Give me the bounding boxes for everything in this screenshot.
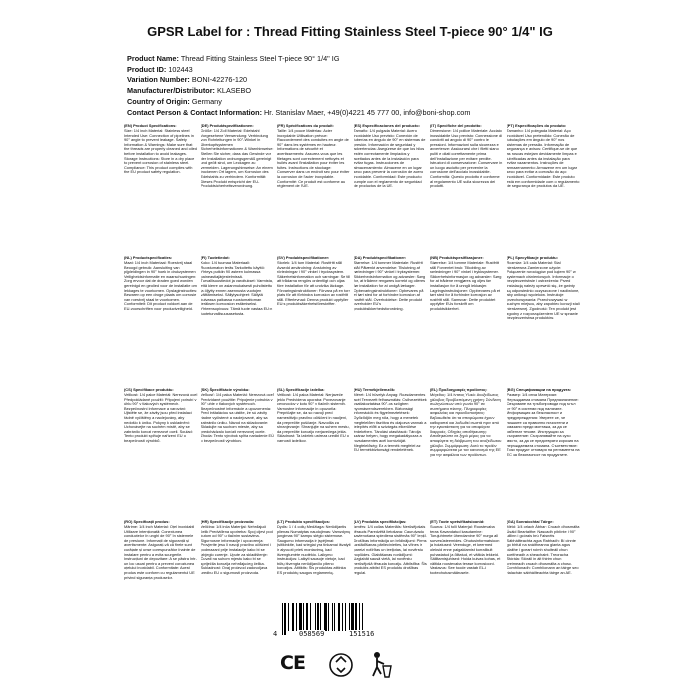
info-label: Contact Person & Contact Information: <box>127 107 262 117</box>
language-block-body: Maat: 1/4 inch Materiaal: Roestvrij staal Beoogd gebruik: Aansluiting van pijpleidingen in 90° hoek in drukzystemen Veiligheidsinformatie en waarschuwingen: Zorg ervoor dat de draden goed worden gereinigd en geolied voor de installatie om lekkages te voorkomen. Opslaginstructies: Bewaren op een droge plaats om corrosie van roestvrij staal te voorkomen. Conformiteit: Dit product voldoet aan de EU-voorschriften voor productveiligheid. <box>124 259 198 311</box>
info-value: KLASEBO <box>217 86 252 96</box>
info-line <box>127 97 470 108</box>
barcode-bar <box>315 603 316 631</box>
language-block-heading: (LV) Produkta specifikācijas: <box>353 519 407 524</box>
language-block-heading: (HR) Specifikacije proizvoda: <box>200 519 255 524</box>
language-block-heading: (DE) Produktspezifikationen: <box>200 123 254 128</box>
language-block <box>430 255 504 373</box>
info-line <box>127 54 470 65</box>
ce-mark-icon: CE <box>280 652 305 674</box>
language-block-body: Размер: 1/4 инча Материал: Неръждаема стомана Предназначение: Свързване на тръбопроводи под ъгъл от 90° в системи под налягане. Информация за безопасност и предупреждения: Уверете се, че нишките са правилно почистени и смазани преди монтажа, за да се избегнат течове. Инструкции за съхранение: Съхранявайте на сухо място, за да се предотврати корозия на неръждаемата стомана. Съответствие: Този продукт отговаря на регламента на ЕС за безопасност на продуктите. <box>506 391 580 457</box>
barcode-bar <box>332 603 333 631</box>
language-block-heading: (CS) Specifikace produktu: <box>124 387 174 392</box>
language-block <box>507 387 581 505</box>
barcode-digits-mid: 058569 <box>299 630 325 638</box>
language-block <box>430 387 504 505</box>
compliance-icons <box>278 650 418 680</box>
language-block-body: Velikost: 1/4 palce Materiál: Nerezová ocel Předpokládané použití: Připojení potrubí v úhlu 90° v tlakových systémech. Bezpečnostní informace a varování: Ujistěte se, že závity jsou před instalací řádně vyčištěny a naolejovány, aby nedošlo k úniku. Pokyny k uskladnění: Uchovávejte na suchém místě, aby se zabránilo korozi nerezové oceli. Soulad: Tento produkt splňuje nařízení EU o bezpečnosti výrobků. <box>124 391 198 443</box>
language-block-body: Størrelse: 1/4 tomme Materiale: Rustfritt stål Forventet bruk: Tilkobling av rørledninger i 90° vinkel i trykksystemer. Sikkerhetsinformasjon og advarsler: Sørg for at trådene rengjøres og oljes før installasjon for å unngå lekkasjer. Lagringsinstruksjoner: Oppbevares på et tørt sted for å forhindre korrosjon av rustfritt stål. Samsvar: Dette produktet oppfyller EUs forskrift om produktsikkerhet. <box>430 259 502 311</box>
barcode-bar <box>324 603 327 631</box>
language-block <box>124 255 198 373</box>
barcode-bar <box>328 603 329 631</box>
barcode-bars <box>282 603 388 631</box>
language-block-heading: (LT) Produkto specifikacijos: <box>277 519 331 524</box>
language-block <box>507 255 581 373</box>
language-block <box>354 255 428 373</box>
language-block-heading: (PT) Especificações do produto: <box>506 123 567 128</box>
info-label: Manufacturer/Distributor: <box>127 86 215 96</box>
row-spacer <box>124 241 580 255</box>
language-block-heading: (NL) Productspecificaties: <box>124 255 173 260</box>
language-block-body: Størrelse: 1/4 tommer Materiale: Rustfrit stål Påtænkt anvendelse: Tilslutning af rørledninger i 90° vinkel i tryksystemer. Sikkerhedsinformation og advarsler: Sørg for, at trådene rengøres korrekt og olieres før installation for at undgå lækager. Opbevaringsinstruktioner: Opbevares på et tørt sted for at forhindre korrosion af rustfrit stål. Overholdelse: Dette produkt overholder EU's produktsikkerhedsforordning. <box>353 259 426 311</box>
language-block <box>124 387 198 505</box>
language-block-body: Taille: 1/4 pouce Matériau: Acier inoxydable Utilisation prévue: Raccordement des conduites en angle de 90° dans les systèmes en hauteur. Informations de sécurité et avertissements: Assurez-vous que les filetages sont correctement nettoyés et huilés avant l'installation pour éviter les fuites. Instructions de stockage: Conserver dans un endroit sec pour éviter la corrosion de l'acier inoxydable. Conformité: Ce produit est conforme au règlement de l'UE. <box>277 127 350 189</box>
language-block-body: Veličina: 1/4 inča Materijal: Nehrđajući čelik Predviđena upotreba: Spoj cijevi pod kutom od 90° u tlačnim sustavima. Sigurnosne informacije i upozorenja: Provjerite jesu li navoji pravilno očišćeni i podmazani prije instalacije kako bi se izbjeglo curenje. Upute za skladištenje: Čuvati na suhom mjestu kako bi se spriječila korozija nehrđajućeg čelika. Sukladnost: Ovaj proizvod zadovoljava uredbu EU o sigurnosti proizvoda. <box>200 523 273 575</box>
language-block-body: Dimensione: 1/4 pollice Materiale: Acciaio inossidabile Uso previsto: Connessione di condotti ad angolo di 90° contro le pressioni. Informazioni sulla sicurezza e avvertenze: Assicurarsi che i filetti siano puliti e oliati correttamente prima dell'installazione per evitare perdite. Istruzioni di conservazione: Conservare in un luogo asciutto per prevenire la corrosione dell'acciaio inossidabile. Conformità: Questo prodotto è conforme al regolamento UE sulla sicurezza dei prodotti. <box>430 127 503 189</box>
language-block-body: Tamanho: 1/4 polegada Material: Aço inoxidável Uso pretendido: Conexão de tubulações em ângulo de 90° nos sistemas de pressão. Informação de segurança e avisos: Certifique-se de que as roscas estejam devidamente limpas e lubrificadas antes da instalação para evitar vazamentos. Instruções de armazenamento: Armazene em um lugar seco para evitar a corrosão do aço inoxidável. Conformidade: Este produto está em conformidade com o regulamento de segurança de produtos da UE. <box>506 127 580 189</box>
language-block <box>124 123 198 241</box>
barcode-bar <box>351 603 354 631</box>
info-label: Product ID: <box>127 64 167 74</box>
barcode-bar <box>355 603 357 631</box>
language-block-heading: (ES) Especificaciones del producto: <box>353 123 420 128</box>
language-block-body: Μέγεθος: 1/4 ίντσας Υλικό: Ανοξείδωτος χάλυβας Προβλεπόμενη χρήση: Σύνδεση σωληνώσεων υπό γωνία 90° σε συστήματα πίεσης. Πληροφορίες ασφαλείας και προειδοποιήσεις: Βεβαιωθείτε ότι τα σπειρώματα έχουν καθαριστεί και λαδωθεί σωστά πριν από την εγκατάσταση για να αποφύγετε διαρροές. Οδηγίες αποθήκευσης: Αποθηκεύστε σε ξηρό μέρος για να αποφύγετε τη διάβρωση του ανοξείδωτου χάλυβα. Συμμόρφωση: Αυτό το προϊόν συμμορφώνεται με τον κανονισμό της ΕΕ για την ασφάλεια των προϊόντων. <box>430 391 502 457</box>
language-block-body: Veľkosť: 1/4 palca Materiál: Nerezová oceľ Predvídané použitie: Pripojenie potrubia v 90° uhle v tlakových systémoch. Bezpečnostné informácie a upozornenia: Pred inštaláciou sa uistite, že sú závity riadne vyčistené a naolejované, aby sa zabránilo úniku. Návod na skladovanie: Skladujte na suchom mieste, aby sa predchádzalo korózii nerezovej ocele. Zhoda: Tento výrobok spĺňa nariadenie EÚ o bezpečnosti výrobkov. <box>200 391 274 443</box>
barcode-bar <box>296 603 297 631</box>
language-block-heading: (ET) Toote spetsifikatsioonid: <box>430 519 485 524</box>
language-block-body: Izmērs: 1/4 collas Materiāls: Nerūsējošais tērauds Paredzētā lietošana: Cauruļvadu savienošana spiediena sistēmās 90° leņķī. Drošības informācija un brīdinājumi: Pirms uzstādīšanas pārliecinieties, ka vītnes ir pareizi notīrītas un ieeļļotas, lai novērstu noplūdes. Glabāšanas norādījumi: Uzglabāt sausā vietā, lai novērstu nerūsējošā tērauda koroziju. Atbilstība: Šis produkts atbilst ES produktu drošības regulai. <box>353 523 427 575</box>
info-line <box>127 65 470 76</box>
language-block-body: Mărime: 1/4 inch Material: Oțel inoxidabil Utilizare intenționată: Conexiunea conductelor în unghi de 90° în sistemele de presiune. Informații de siguranță și avertismente: Asigurați-vă că firele sunt curățate și unse corespunzător înainte de instalare pentru a evita scurgerile. Instrucțiuni de depozitare: A se păstra într-un loc uscat pentru a preveni coroziunea oțelului inoxidabil. Conformitate: Acest produs este conform cu regulamentul UE privind siguranța produselor. <box>124 523 197 580</box>
barcode-bar <box>288 603 289 631</box>
info-label: Product Name: <box>127 54 179 63</box>
barcode-bar <box>310 603 311 631</box>
language-block-heading: (DA) Produktspecifikationer: <box>353 255 407 260</box>
barcode-bar <box>299 603 302 631</box>
product-info <box>127 54 470 118</box>
info-value: Hr. Stanislav Maer, +49(0)4221 45 777 00, info@boni-shop.com <box>264 107 471 117</box>
language-block-body: Tamaño: 1/4 pulgada Material: Acero inoxidable Uso previsto: Conexión de tuberías en ángulo de 90° en sistemas de presión. Información de seguridad y advertencias: Asegúrese de que los hilos estén correctamente limpiados y aceitados antes de la instalación para evitar fugas. Instrucciones de almacenamiento: Almacene en un lugar seco para prevenir la corrosión de acero inoxidable. Conformidad: Este producto cumple con el reglamento de seguridad de productos de la UE. <box>353 127 426 189</box>
row-spacer <box>124 505 580 519</box>
language-block-heading: (EL) Προδιαγραφές προϊόντος: <box>430 387 488 392</box>
barcode-bar <box>342 603 343 631</box>
info-label: Variation Number: <box>127 75 190 85</box>
barcode-bar <box>292 603 294 631</box>
page-title: GPSR Label for : Thread Fitting Stainless Steel T-piece 90° 1/4" IG <box>147 24 553 39</box>
language-block-body: Suurus: 1/4 tolli Materjal: Roostevaba teras Kavandatud kasutamine: Torujuhtmete ühendamine 90° nurga all survesüsteemides. Ohutusinformatsioon ja hoiatused: Veenduge, et keermed oleksid enne paigaldamist korralikult puhastatud ja õlitatud, et vältida lekkeid. Säilitamisjuhised: Hoida kuivas kohas, et vältida roostevaba terase korrosiooni. Vastavus: See toode vastab EL-i tooteohutusmäärusele. <box>430 523 501 575</box>
language-block-heading: (NB) Produktspesifikasjoner: <box>430 255 484 260</box>
language-block-heading: (SV) Produktspecifikationer: <box>277 255 330 260</box>
language-block-body: Méid: 1/4 orlach Ábhar: Cruach dhosmálta Úsáid Beartaithe: Nascadh píblínte i 90° uillinn i gcórais brú Faisnéis Sábháilteachta agus Rabhadh: Bí cinnte go bhfuil na snáitheanna glanta agus olaithe i gceart roimh shuiteáil chun sceitheadh a sheachaint. Treoracha Stórála: Stóráil in áit thirim chun creimeadh cruach dhosmálta a chosc. Comhlíonadh: Comhlíonann an táirge seo rialachán sábháilteachta táirge an AE. <box>506 523 580 575</box>
language-block-heading: (EN) Product Specifications: <box>124 123 177 128</box>
recycling-icon <box>326 650 356 680</box>
barcode-bar <box>306 603 308 631</box>
language-block <box>124 519 198 637</box>
barcode-digit-left: 4 <box>273 630 278 638</box>
barcode-bar <box>334 603 335 631</box>
info-value: 102443 <box>168 64 193 74</box>
barcode-bar <box>320 603 321 631</box>
row-spacer <box>124 373 580 387</box>
language-block-heading: (SL) Specifikacije izdelka: <box>277 387 325 392</box>
language-block-body: Dydis: 1 / 4 colių Medžiaga: Nerūdijantis plienas Numatytas naudojimas: Vamzdynų jungimas 90° kampu slėgio sistemose. Saugumo informacija ir įspėjimai: Įsitikinkite, kad sriegiai yra tinkamai išvalyti ir alyvuoti prieš montavimą, kad išvengtumėte nuotėkio. Laikymo instrukcijos: Laikyti sausoje vietoje, kad būtų išvengta nerūdijančio plieno korozijos. Atitiktis: Šis produktas atitinka ES produktų saugos reglamentą. <box>277 523 351 575</box>
language-block-body: Storlek: 1/4 tum Material: Rostfritt stål Avsedd användning: Anslutning av rörledningar i 90° vinkel i tryckssystem. Säkerhetsinformation och varningar: Se till att trådarna rengörs ordentligt och oljas före installation för att undvika läckage. Förvaringsinstruktioner: Förvara på en torr plats för att förhindra korrosion av rostfritt stål. Efterlevnad: Denna produkt uppfyller EU:s produktsäkerhetsföreskrifter. <box>277 259 351 307</box>
language-block-heading: (IT) Specifiche del prodotto: <box>430 123 482 128</box>
language-block-heading: (FI) Tuotetiedot: <box>200 255 230 260</box>
info-value: BONI-42276-120 <box>191 75 248 85</box>
info-value: Thread Fitting Stainless Steel T-piece 90° 1/4" IG <box>180 54 340 63</box>
language-block-heading: (SK) Špecifikácie výrobku: <box>200 387 250 392</box>
barcode-bar <box>317 603 319 631</box>
barcode <box>272 603 398 639</box>
language-block <box>277 123 351 241</box>
language-block-heading: (HU) Termékjellemzők: <box>353 387 396 392</box>
language-block <box>430 519 504 637</box>
language-block-heading: (RO) Specificații produs: <box>124 519 170 524</box>
language-block <box>201 519 275 637</box>
language-block <box>201 123 275 241</box>
tidy-man-icon <box>368 650 394 680</box>
barcode-bar <box>284 603 286 635</box>
info-line <box>127 75 470 86</box>
barcode-bar <box>345 603 346 631</box>
info-line <box>127 108 470 119</box>
barcode-bar <box>303 603 304 631</box>
language-block <box>354 387 428 505</box>
barcode-bar <box>349 603 350 631</box>
language-block-body: Méret: 1/4 hüvelyk Anyag: Rozsdamentes acél Tervezett felhasználás: Csővezetékek csatlakoztatása 90°-os szögben nyomásrendszerekben. Biztonsági információk és figyelmeztetések: Győződjön meg róla, hogy a menetek megfelelően tisztítva és olajozva vannak a telepítés előtt a szivárgás elkerülése érdekében. Tárolási utasítások: Tárolja száraz helyen, hogy megakadályozza a rozsdamentes acél korrózióját. Megfelelőség: Ez a termék megfelel az EU termékbiztonsági rendeletének. <box>353 391 427 453</box>
info-label: Country of Origin: <box>127 96 190 106</box>
language-block-body: Größe: 1/4 Zoll Material: Edelstahl Vorgesehene Verwendung: Verbindung von Rohrleitungen in 90°-Winkel in Überkopfsystemen Sicherheitsinformationen & Warnhinweise: Stellen Sie sicher, dass das Gewinde vor der Installation ordnungsgemäß gereinigt und geölt sind, um Leckagen zu vermeiden. Lagerungshinweise: An einem trockenen Ort lagern, um Korrosion des Edelstahls zu verhindern. Konformität: Dieses Produkt entspricht der EU-Produktsicherheitsverordnung. <box>200 127 274 189</box>
language-block-heading: (FR) Spécifications du produit: <box>277 123 334 128</box>
language-block-body: Koko: 1/4 tuumaa Materiaali: Ruostumaton teräs Tarkoitettu käyttö: Yhteys putkiin 90 asteen kulmassa paineastiajärjestelmissä. Turvallisuustiedot ja varoitukset: Varmista, että kierre on asianmukaisesti puhdistettu ja öljytty ennen asennusta vuotojen välttämiseksi. Säilytysohjeet: Säilytä kuivassa paikassa ruostumattoman teräksen korroosion estämiseksi. Yhteensopivuus: Tämä tuote vastaa EU:n tuoteturvallisuusasetusta. <box>200 259 273 316</box>
language-block <box>507 519 581 637</box>
language-block <box>277 387 351 505</box>
barcode-digits-right: 151516 <box>349 630 375 638</box>
language-block <box>354 123 428 241</box>
barcode-bar <box>338 603 340 631</box>
language-block <box>277 255 351 373</box>
info-line <box>127 86 470 97</box>
language-block <box>201 387 275 505</box>
language-block-heading: (GA) Sonraíochtaí Táirge: <box>506 519 554 524</box>
language-specifications-grid <box>124 123 580 637</box>
language-block <box>430 123 504 241</box>
language-block-body: Velikost: 1/4 palca Material: Nerjaveče jeklo Predvidena uporaba: Povezovanje cevovodov v kotu 90° v tlačnih sistemih. Varnostne informacije in opozorila: Prepričajte se, da so navoji pred namestitvijo pravilno očiščeni in naoljeni, da preprečite puščanje. Navodila za shranjevanje: Shranjujte na suhem mestu, da preprečite korozijo nerjavečega jekla. Skladnost: Ta izdelek ustreza uredbi EU o varnosti izdelkov. <box>277 391 350 443</box>
language-block-body: Size: 1/4 inch Material: Stainless steel Intended Use: Connection of pipelines in 90° angle to prevent leakage. Safety Information & Warnings: Make sure that the threads are properly cleaned and oiled before installation to avoid leakages. Storage Instructions: Store in a dry place to prevent corrosion of stainless steel. Compliance: This product complies with the EU product safety regulation. <box>124 127 197 175</box>
barcode-bar <box>282 603 283 635</box>
language-block <box>507 123 581 241</box>
language-block-body: Rozmiar: 1/4 cala Materiał: Stal nierdzewna Zamierzone użycie: Połączenie rurociągów pod kątem 90° w systemach ciśnieniowych. Informacje o bezpieczeństwie i ostrzeżenia: Przed instalacją należy upewnić się, że gwinty są odpowiednio oczyszczone i naoliwione, aby uniknąć wycieków. Instrukcje przechowywania: Przechowywać w suchym miejscu, aby zapobiec korozji stali nierdzewnej. Zgodność: Ten produkt jest zgodny z rozporządzeniem UE w sprawie bezpieczeństwa produktów. <box>506 259 580 321</box>
language-block-heading: (PL) Specyfikacje produktu: <box>506 255 558 260</box>
language-block <box>201 255 275 373</box>
language-block-heading: (BG) Спецификации на продукта: <box>506 387 571 392</box>
info-value: Germany <box>191 96 222 106</box>
